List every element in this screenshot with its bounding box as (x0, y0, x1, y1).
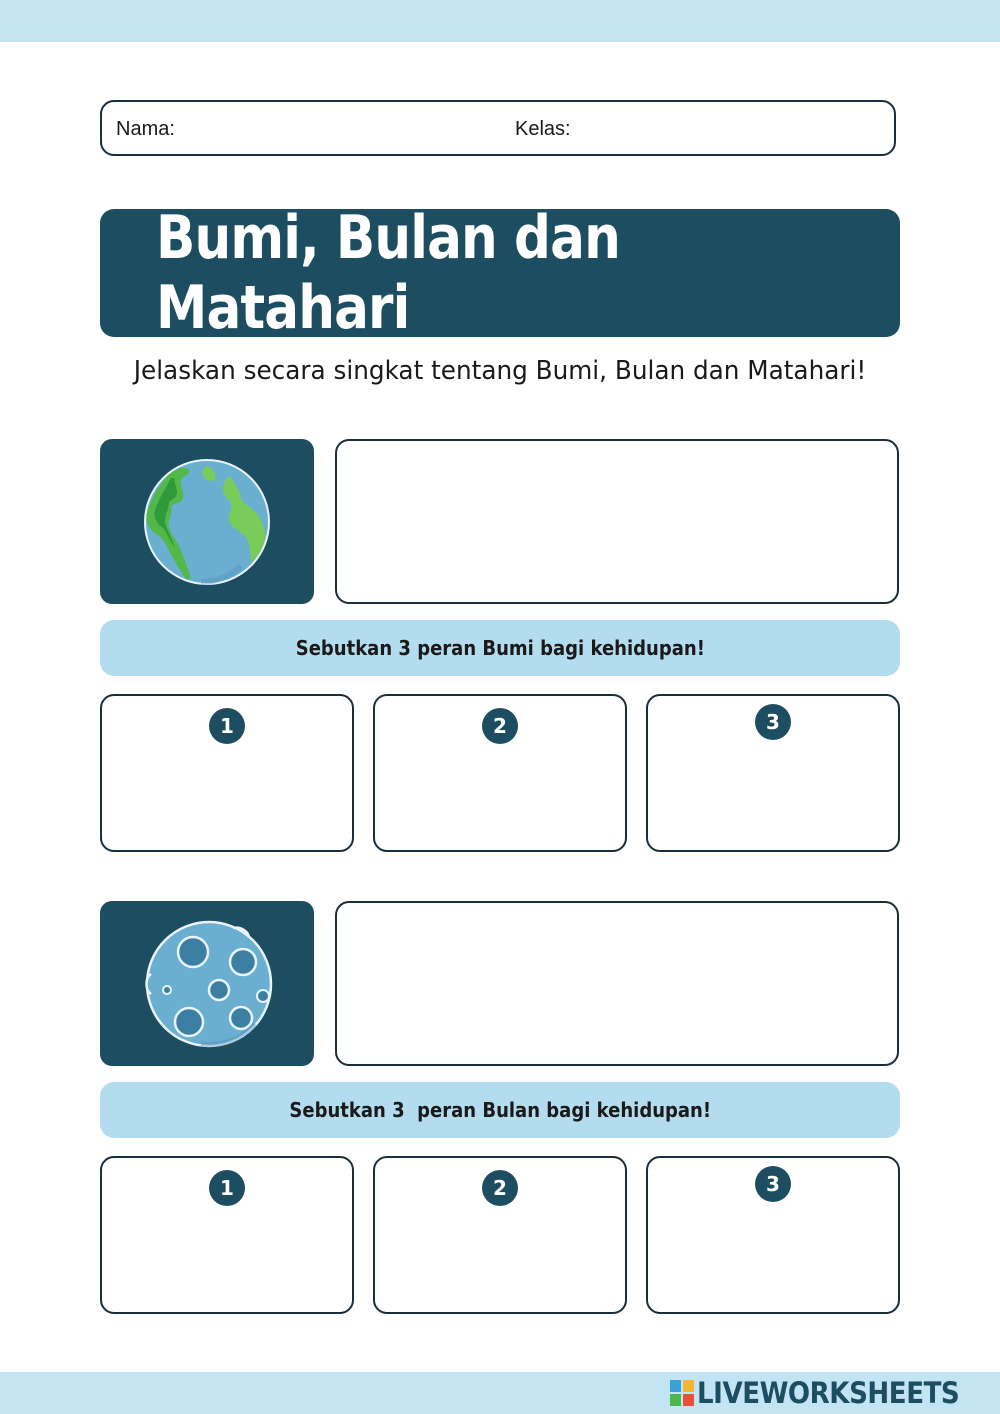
number-badge-3: 3 (755, 1166, 791, 1202)
class-input[interactable] (582, 112, 886, 146)
earth-icon (141, 456, 273, 588)
earth-answer-input-3[interactable] (658, 750, 888, 840)
name-input[interactable] (187, 112, 501, 146)
moon-answer-box-2[interactable] (373, 1156, 627, 1314)
top-band (0, 0, 1000, 42)
number-badge-3: 3 (755, 704, 791, 740)
earth-image-panel (100, 439, 314, 604)
moon-description-input[interactable] (347, 913, 887, 1054)
name-label: Nama: (116, 118, 175, 140)
student-info-box (100, 100, 896, 156)
moon-answer-input-1[interactable] (112, 1212, 342, 1302)
moon-answer-box-1[interactable] (100, 1156, 354, 1314)
moon-icon (137, 914, 277, 1054)
earth-prompt-bar (100, 620, 900, 676)
liveworksheets-logo (670, 1377, 988, 1409)
instruction-text: Jelaskan secara singkat tentang Bumi, Bulan dan Matahari! (133, 356, 867, 386)
earth-answer-box-1[interactable] (100, 694, 354, 852)
class-label: Kelas: (515, 118, 571, 140)
earth-answer-box-3[interactable] (646, 694, 900, 852)
page-title: Bumi, Bulan dan Matahari (156, 203, 620, 343)
earth-prompt-text: Sebutkan 3 peran Bumi bagi kehidupan! (295, 636, 705, 660)
moon-image-panel (100, 901, 314, 1066)
moon-prompt-text: Sebutkan 3 peran Bulan bagi kehidupan! (289, 1098, 711, 1122)
earth-description-input[interactable] (347, 451, 887, 592)
earth-answer-input-1[interactable] (112, 750, 342, 840)
moon-answer-box-3[interactable] (646, 1156, 900, 1314)
moon-prompt-bar (100, 1082, 900, 1138)
number-badge-2: 2 (482, 1170, 518, 1206)
moon-description-box[interactable] (335, 901, 899, 1066)
title-banner (100, 203, 900, 343)
number-badge-2: 2 (482, 708, 518, 744)
liveworksheets-logo-icon (670, 1380, 694, 1406)
number-badge-1: 1 (209, 1170, 245, 1206)
earth-answer-input-2[interactable] (385, 750, 615, 840)
number-badge-1: 1 (209, 708, 245, 744)
earth-description-box[interactable] (335, 439, 899, 604)
earth-answer-box-2[interactable] (373, 694, 627, 852)
logo-text: LIVEWORKSHEETS (696, 1376, 959, 1410)
moon-answer-input-3[interactable] (658, 1212, 888, 1302)
moon-answer-input-2[interactable] (385, 1212, 615, 1302)
